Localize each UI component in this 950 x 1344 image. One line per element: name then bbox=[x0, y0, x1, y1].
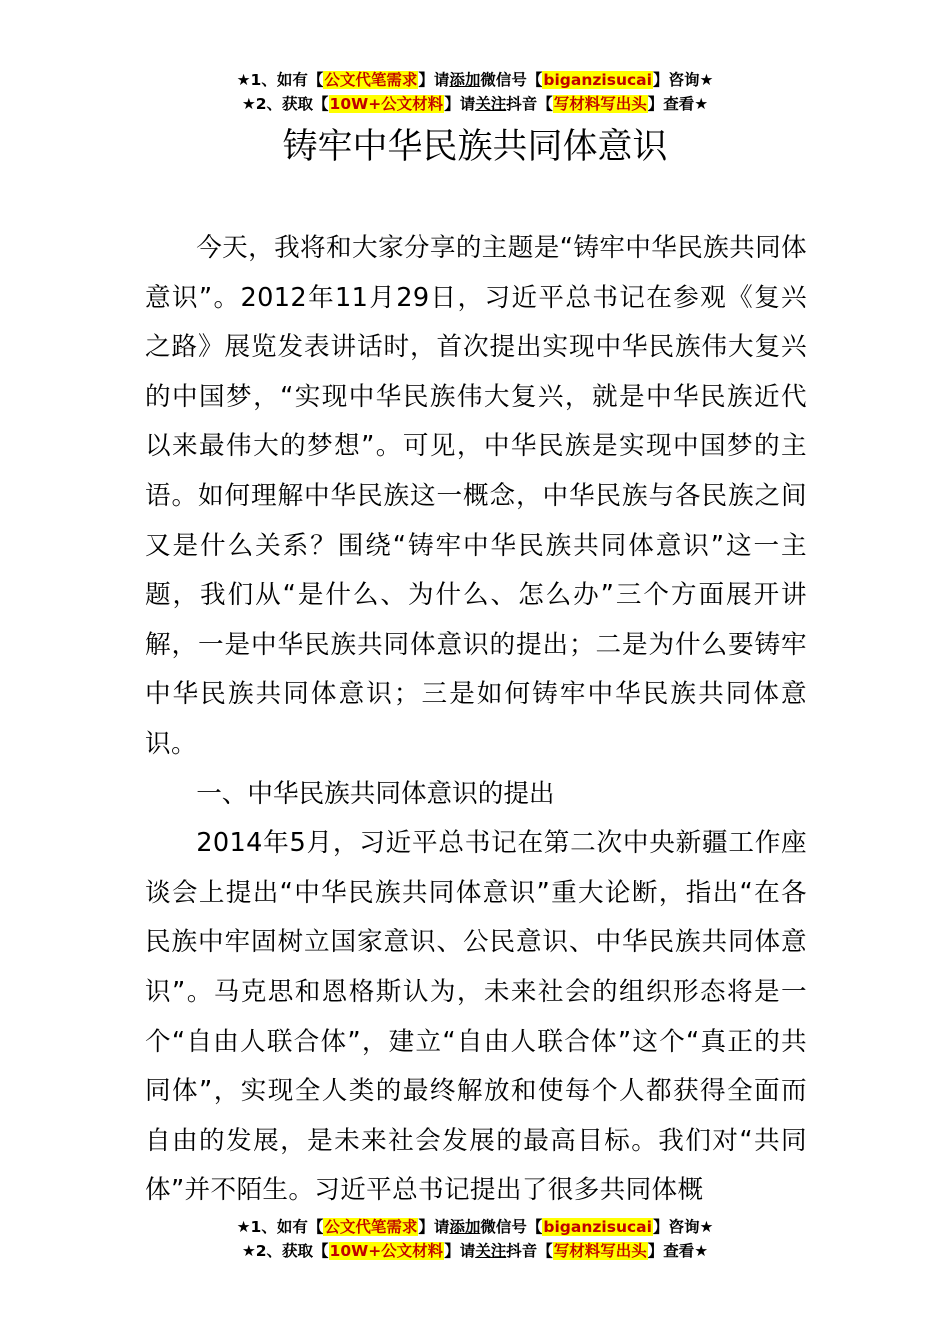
banner-text: 】查看★ bbox=[647, 1242, 709, 1260]
underlined-text: 添加 bbox=[449, 1218, 481, 1236]
banner-text: ★1、如有【 bbox=[236, 71, 324, 89]
banner-text: 】查看★ bbox=[647, 95, 709, 113]
footer-banner bbox=[0, 1215, 950, 1263]
body-paragraph: 2014年5月，习近平总书记在第二次中央新疆工作座谈会上提出“中华民族共同体意识”重大论断，指出“在各民族中牢固树立国家意识、公民意识、中华民族共同体意识”。马克思和恩格斯认为，未来社会的组织形态将是一个“自由人联合体”，建立“自由人联合体”这个“真正的共同体”，实现全人类的最终解放和使每个人都获得全面而自由的发展，是未来社会发展的最高目标。我们对“共同体”并不陌生。习近平总书记提出了很多共同体概 bbox=[145, 828, 807, 1206]
underlined-text: 添加 bbox=[449, 71, 481, 89]
banner-text: 】请 bbox=[444, 95, 476, 113]
banner-text: 】请 bbox=[444, 1242, 476, 1260]
banner-line-1 bbox=[0, 68, 950, 92]
banner-text: 】咨询★ bbox=[652, 1218, 714, 1236]
banner-line-2 bbox=[0, 1239, 950, 1263]
highlight-text: biganzisucai bbox=[543, 1218, 652, 1236]
section-heading: 一、中华民族共同体意识的提出 bbox=[196, 778, 555, 809]
highlight-text: biganzisucai bbox=[543, 71, 652, 89]
banner-text: 抖音【 bbox=[506, 1242, 553, 1260]
highlight-text: 写材料写出头 bbox=[553, 1242, 647, 1260]
banner-text: 抖音【 bbox=[506, 95, 553, 113]
highlight-text: 写材料写出头 bbox=[553, 95, 647, 113]
highlight-text: 10W+公文材料 bbox=[329, 95, 444, 113]
document-body bbox=[145, 224, 807, 1216]
highlight-text: 10W+公文材料 bbox=[329, 1242, 444, 1260]
banner-text: 】咨询★ bbox=[652, 71, 714, 89]
header-banner bbox=[0, 68, 950, 116]
highlight-text: 公文代笔需求 bbox=[324, 71, 418, 89]
highlight-text: 公文代笔需求 bbox=[324, 1218, 418, 1236]
banner-text: ★2、获取【 bbox=[241, 1242, 329, 1260]
underlined-text: 关注 bbox=[475, 95, 507, 113]
underlined-text: 关注 bbox=[475, 1242, 507, 1260]
document-title: 铸牢中华民族共同体意识 bbox=[282, 127, 668, 167]
banner-line-1 bbox=[0, 1215, 950, 1239]
banner-text: 微信号【 bbox=[480, 71, 543, 89]
banner-text: ★1、如有【 bbox=[236, 1218, 324, 1236]
banner-text: ★2、获取【 bbox=[241, 95, 329, 113]
banner-text: 】请 bbox=[418, 71, 450, 89]
banner-text: 】请 bbox=[418, 1218, 450, 1236]
banner-line-2 bbox=[0, 92, 950, 116]
banner-text: 微信号【 bbox=[480, 1218, 543, 1236]
body-paragraph: 今天，我将和大家分享的主题是“铸牢中华民族共同体意识”。2012年11月29日，习近平总书记在参观《复兴之路》展览发表讲话时，首次提出实现中华民族伟大复兴的中国梦，“实现中华民族伟大复兴，就是中华民族近代以来最伟大的梦想”。可见，中华民族是实现中国梦的主语。如何理解中华民族这一概念，中华民族与各民族之间又是什么关系？围绕“铸牢中华民族共同体意识”这一主题，我们从“是什么、为什么、怎么办”三个方面展开讲解，一是中华民族共同体意识的提出；二是为什么要铸牢中华民族共同体意识；三是如何铸牢中华民族共同体意识。 bbox=[145, 233, 807, 759]
